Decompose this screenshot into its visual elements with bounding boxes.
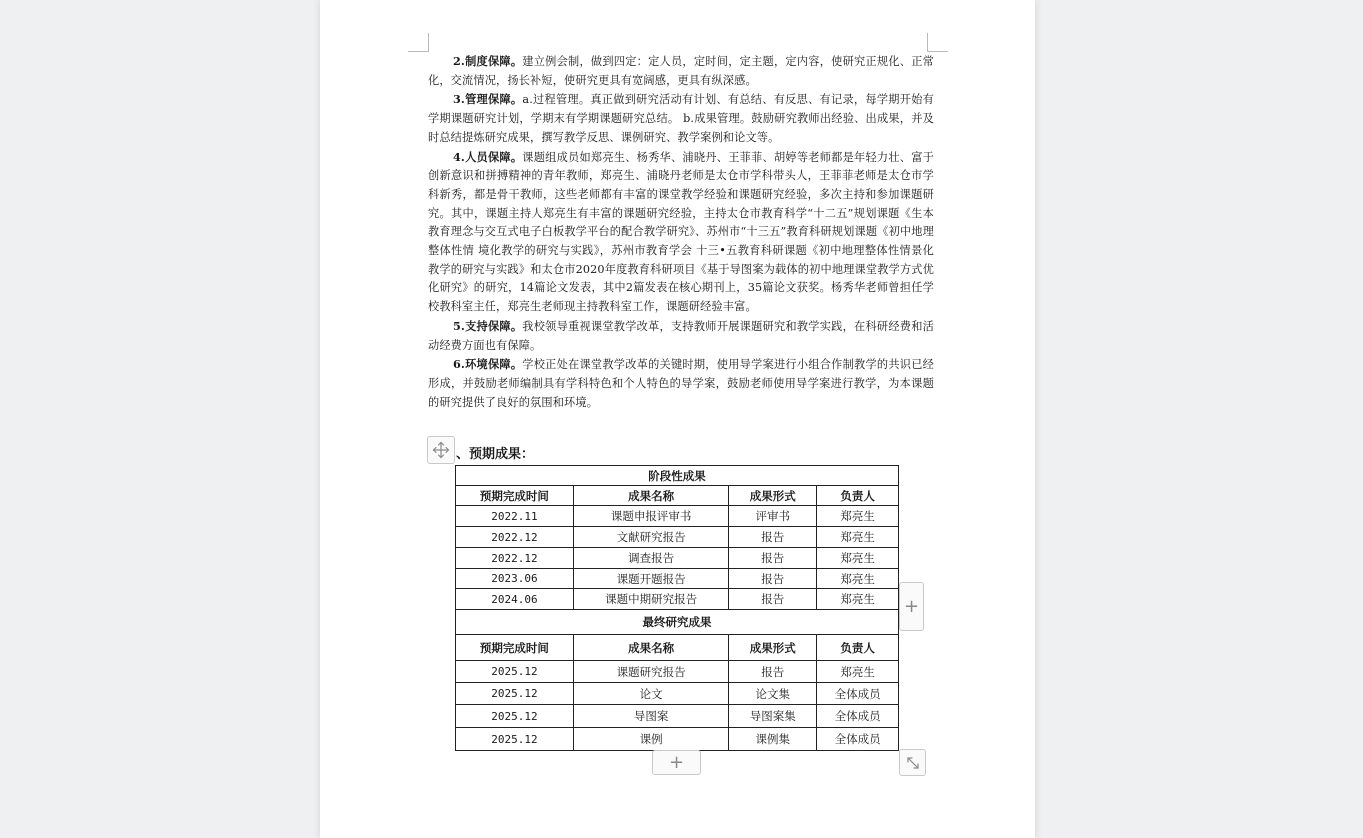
table-move-handle[interactable] (427, 436, 455, 464)
table-cell[interactable]: 2025.12 (456, 683, 574, 705)
table-cell[interactable]: 报告 (729, 548, 817, 569)
add-column-button[interactable] (899, 582, 924, 631)
table-cell[interactable]: 报告 (729, 589, 817, 610)
paragraph-text: a.过程管理。真正做到研究活动有计划、有总结、有反思、有记录，每学期开始有学期课题研究计划，学期末有学期课题研究总结。 b.成果管理。鼓励研究教师出经验、出成果，并及时总结提炼研究成果，撰写教学反思、课例研究、教学案例和论文等。 (428, 93, 935, 144)
table-row (456, 683, 899, 705)
table-cell[interactable]: 全体成员 (817, 728, 899, 751)
header-result-name: 成果名称 (573, 635, 729, 661)
table-group-row-stage (456, 466, 899, 486)
table-cell[interactable]: 课例集 (729, 728, 817, 751)
table-cell[interactable]: 2023.06 (456, 569, 574, 589)
table-cell[interactable]: 文献研究报告 (573, 527, 729, 548)
paragraph-text: 学校正处在课堂教学改革的关键时期，使用导学案进行小组合作制教学的共识已经形成，并鼓励老师编制具有学科特色和个人特色的导学案，鼓励老师使用导学案进行教学，为本课题的研究提供了良好的氛围和环境。 (428, 358, 934, 409)
table-cell[interactable]: 2022.12 (456, 548, 574, 569)
table-cell[interactable]: 课题申报评审书 (573, 506, 729, 527)
header-completion-time: 预期完成时间 (456, 635, 574, 661)
paragraph-support-guarantee (428, 317, 934, 355)
table-cell[interactable]: 课题研究报告 (573, 661, 729, 683)
header-completion-time: 预期完成时间 (456, 486, 574, 506)
expected-results-table[interactable] (455, 465, 899, 751)
section-title-expected-results: 、预期成果： (456, 447, 535, 462)
table-row (456, 506, 899, 527)
paragraph-management-guarantee (428, 90, 934, 147)
final-results-title: 最终研究成果 (456, 610, 899, 635)
table-cell[interactable]: 2025.12 (456, 728, 574, 751)
table-row (456, 661, 899, 683)
table-cell[interactable]: 郑亮生 (817, 527, 899, 548)
paragraph-environment-guarantee (428, 355, 934, 412)
table-cell[interactable]: 2024.06 (456, 589, 574, 610)
crop-mark-top-right (927, 33, 948, 52)
table-row (456, 569, 899, 589)
table-header-row (456, 486, 899, 506)
paragraph-lead: 5.支持保障。 (453, 318, 523, 333)
table-cell[interactable]: 导图案 (573, 705, 729, 728)
table-cell[interactable]: 评审书 (729, 506, 817, 527)
plus-icon: + (903, 596, 920, 617)
table-cell[interactable]: 课例 (573, 728, 729, 751)
table-cell[interactable]: 论文集 (729, 683, 817, 705)
header-result-form: 成果形式 (729, 486, 817, 506)
move-arrows-icon (432, 441, 450, 459)
table-cell[interactable]: 2022.12 (456, 527, 574, 548)
crop-mark-top-left (408, 33, 429, 52)
table-header-row (456, 635, 899, 661)
table-cell[interactable]: 课题中期研究报告 (573, 589, 729, 610)
paragraph-personnel-guarantee (428, 148, 934, 317)
table-cell[interactable]: 全体成员 (817, 705, 899, 728)
table-cell[interactable]: 全体成员 (817, 683, 899, 705)
paragraph-lead: 4.人员保障。 (453, 149, 523, 164)
table-row (456, 527, 899, 548)
table-row (456, 589, 899, 610)
resize-diagonal-icon (905, 755, 921, 771)
header-result-name: 成果名称 (573, 486, 729, 506)
table-resize-handle[interactable] (899, 749, 926, 776)
paragraph-system-guarantee (428, 52, 934, 90)
table-row (456, 728, 899, 751)
table-row (456, 705, 899, 728)
paragraph-text: 我校领导重视课堂教学改革，支持教师开展课题研究和教学实践，在科研经费和活动经费方面也有保障。 (428, 319, 934, 352)
header-owner: 负责人 (817, 486, 899, 506)
paragraph-text: 建立例会制，做到四定：定人员，定时间，定主题，定内容，使研究正规化、正常化，交流情况，扬长补短，使研究更具有宽阔感，更具有纵深感。 (428, 55, 934, 87)
header-owner: 负责人 (817, 635, 899, 661)
stage-results-title: 阶段性成果 (456, 466, 899, 486)
table-cell[interactable]: 郑亮生 (817, 548, 899, 569)
paragraph-lead: 3.管理保障。 (453, 92, 523, 107)
table-cell[interactable]: 调查报告 (573, 548, 729, 569)
table-cell[interactable]: 郑亮生 (817, 506, 899, 527)
table-cell[interactable]: 郑亮生 (817, 589, 899, 610)
add-row-button[interactable] (652, 750, 701, 775)
table-cell[interactable]: 2022.11 (456, 506, 574, 527)
paragraph-lead: 2.制度保障。 (453, 54, 523, 68)
paragraph-lead: 6.环境保障。 (453, 357, 523, 372)
body-text[interactable] (428, 52, 934, 412)
plus-icon: + (668, 752, 685, 773)
table-cell[interactable]: 导图案集 (729, 705, 817, 728)
table-cell[interactable]: 报告 (729, 527, 817, 548)
table-cell[interactable]: 郑亮生 (817, 661, 899, 683)
table-cell[interactable]: 报告 (729, 569, 817, 589)
table-cell[interactable]: 郑亮生 (817, 569, 899, 589)
table-group-row-final (456, 610, 899, 635)
paragraph-text: 课题组成员如郑亮生、杨秀华、浦晓丹、王菲菲、胡婷等老师都是年轻力壮、富于创新意识和拼搏精神的青年教师，郑亮生、浦晓丹老师是太仓市学科带头人，王菲菲老师是太仓市学科新秀，都是骨干教师，这些老师都有丰富的课堂教学经验和课题研究经验，多次主持和参加课题研究。其中，课题主持人郑亮生有丰富的课题研究经验，主持太仓市教育科学“十二五”规划课题《生本教育理念与交互式电子白板教学平台的配合教学研究》、苏州市“十三五”教育科研规划课题《初中地理整体性情 境化教学的研究与实践》，苏州市教育学会 十三•五教育科研课题《初中地理整体性情景化教学的研究与实践》和太仓市2020年度教育科研项目《基于导图案为载体的初中地理课堂教学方式优化研究》的研究，14篇论文发表，其中2篇发表在核心期刊上，35篇论文获奖。杨秀华老师曾担任学校教科室主任，郑亮生老师现主持教科室工作，课题研经验丰富。 (428, 150, 934, 314)
table-cell[interactable]: 报告 (729, 661, 817, 683)
table-cell[interactable]: 2025.12 (456, 705, 574, 728)
document-page (320, 0, 1035, 838)
table-cell[interactable]: 论文 (573, 683, 729, 705)
table-row (456, 548, 899, 569)
table-cell[interactable]: 2025.12 (456, 661, 574, 683)
header-result-form: 成果形式 (729, 635, 817, 661)
table-cell[interactable]: 课题开题报告 (573, 569, 729, 589)
